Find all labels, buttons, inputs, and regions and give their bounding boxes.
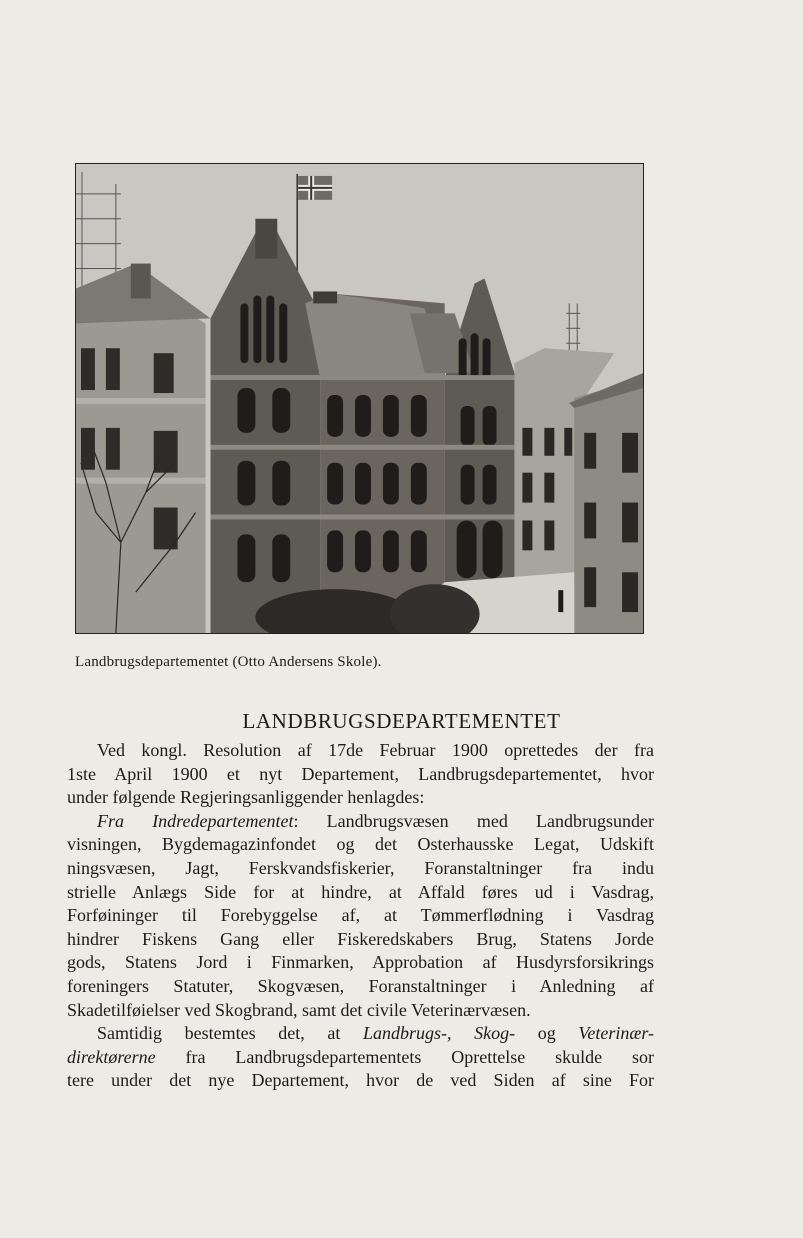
p3-italic-veterinaer: Veterinær <box>578 1023 649 1044</box>
p2-line-5: Forføininger til Forebyggelse af, at Tømmerflødning i Vasdrag <box>67 905 654 926</box>
p3-italic-skog: Skog <box>474 1023 510 1044</box>
p2-italic-source: Fra Indredepartementet <box>97 810 294 831</box>
p2-line-7: gods, Statens Jord i Finmarken, Approbation af Husdyrsforsikrings <box>67 952 654 973</box>
p1-line-3: under følgende Regjeringsanliggender henlagdes: <box>67 787 425 808</box>
p2-line-2: visningen, Bygdemagazinfondet og det Osterhausske Legat, Udskift <box>67 834 654 855</box>
left-building <box>76 264 211 633</box>
article-body <box>67 739 654 1093</box>
p2-line-9: Skadetilføielser ved Skogbrand, samt det civile Veterinærvæsen. <box>67 999 531 1020</box>
pedestrian <box>558 590 563 612</box>
flag <box>298 176 332 200</box>
photo-caption: Landbrugsdepartementet (Otto Andersens Skole). <box>75 654 382 670</box>
p1-line-2: 1ste April 1900 et nyt Departement, Landbrugsdepartementet, hvor <box>67 763 654 784</box>
p2-line-4: strielle Anlægs Side for at hindre, at Affald føres ud i Vasdrag, <box>67 881 654 902</box>
p3-line-1 <box>67 1022 654 1046</box>
p3-line-2 <box>67 1046 654 1070</box>
p2-line-1 <box>67 810 654 834</box>
p3-italic-landbrugs: Landbrugs <box>362 1023 441 1044</box>
p3-line-1-b: -, <box>441 1023 475 1044</box>
p3-line-1-a: Samtidig bestemtes det, at <box>97 1023 363 1044</box>
p3-italic-direktorerne: direktørerne <box>67 1046 156 1067</box>
p3-line-3: tere under det nye Departement, hvor de ved Siden af sine For <box>67 1070 654 1091</box>
p2-line-8: foreningers Statuter, Skogvæsen, Foranstaltninger i Anledning af <box>67 975 654 996</box>
p2-line-1-rest: : Landbrugsvæsen med Landbrugsunder <box>293 810 654 831</box>
p2-line-6: hindrer Fiskens Gang eller Fiskeredskabers Brug, Statens Jorde <box>67 928 654 949</box>
section-heading: LANDBRUGSDEPARTEMENTET <box>242 709 561 733</box>
p2-line-3: ningsvæsen, Jagt, Ferskvandsfiskerier, Foranstaltninger fra indu <box>67 857 654 878</box>
p3-line-1-d: - <box>648 1023 655 1044</box>
p3-line-2-rest: fra Landbrugsdepartementets Oprettelse skulde sor <box>155 1046 654 1067</box>
building-illustration <box>76 164 643 633</box>
p3-line-1-c: - og <box>509 1023 579 1044</box>
building-photograph <box>75 163 644 634</box>
p1-line-1: Ved kongl. Resolution af 17de Februar 1900 oprettedes der fra <box>97 740 654 760</box>
